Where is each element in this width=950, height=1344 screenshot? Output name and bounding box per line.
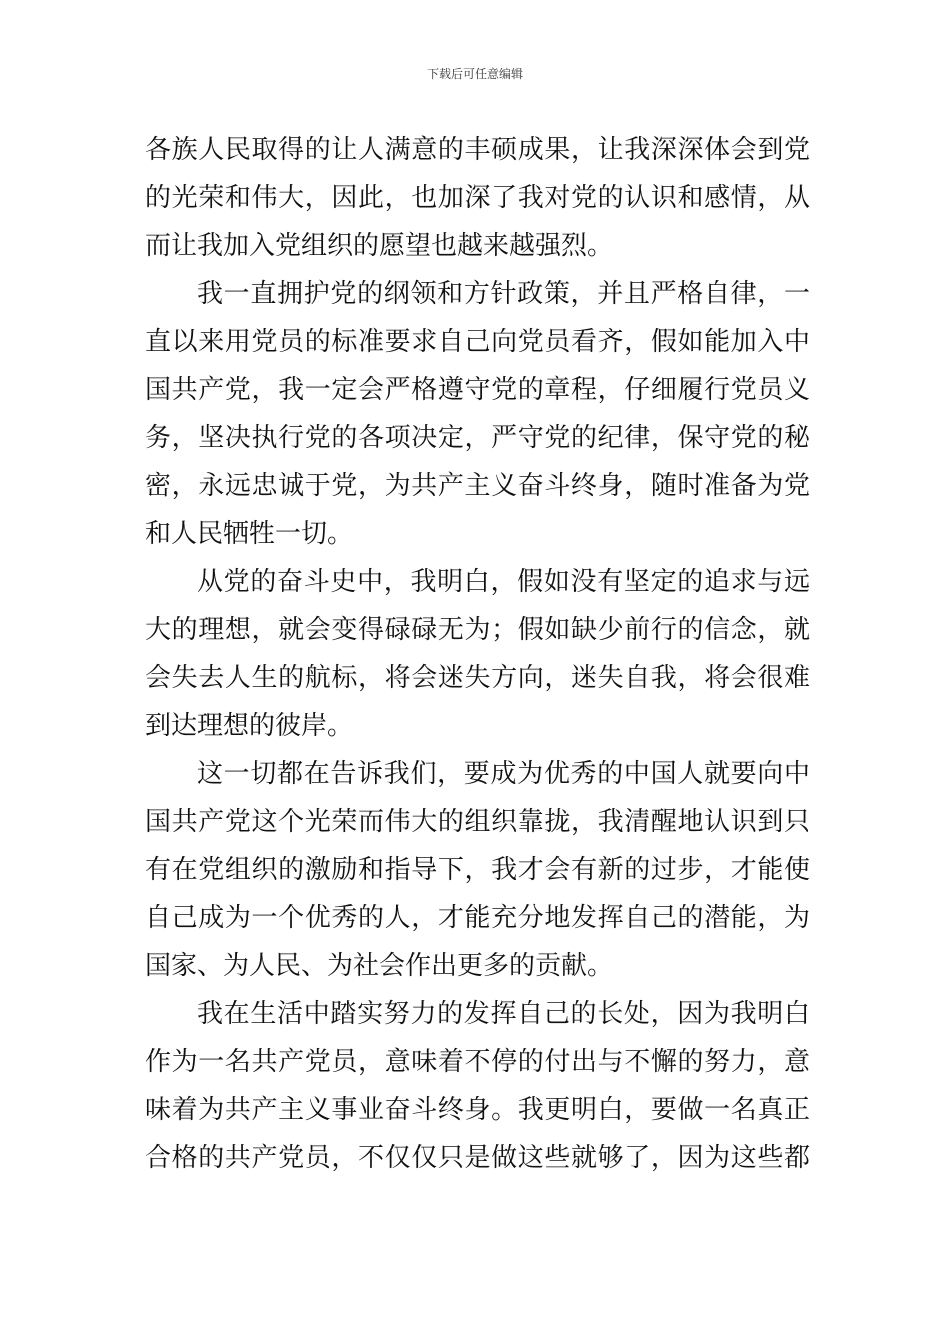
text-line: 合格的共产党员，不仅仅只是做这些就够了，因为这些都 [145, 1143, 810, 1173]
text-line: 密，永远忠诚于党，为共产主义奋斗终身，随时准备为党 [145, 471, 810, 501]
text-line: 味着为共产主义事业奋斗终身。我更明白，要做一名真正 [145, 1095, 810, 1125]
document-body [145, 126, 810, 1182]
page-header: 下载后可任意编辑 [426, 67, 523, 81]
text-line: 务，坚决执行党的各项决定，严守党的纪律，保守党的秘 [145, 423, 810, 453]
text-line: 国家、为人民、为社会作出更多的贡献。 [145, 951, 614, 981]
text-line: 会失去人生的航标，将会迷失方向，迷失自我，将会很难 [145, 663, 810, 693]
paragraph [145, 990, 810, 1182]
text-line: 各族人民取得的让人满意的丰硕成果，让我深深体会到党 [145, 135, 810, 165]
text-line: 自己成为一个优秀的人，才能充分地发挥自己的潜能，为 [145, 903, 810, 933]
text-line: 的光荣和伟大，因此，也加深了我对党的认识和感情，从 [145, 183, 810, 213]
text-line: 我在生活中踏实努力的发挥自己的长处，因为我明白 [197, 999, 810, 1029]
paragraph [145, 750, 810, 990]
text-line: 国共产党这个光荣而伟大的组织靠拢，我清醒地认识到只 [145, 807, 810, 837]
text-line: 到达理想的彼岸。 [145, 711, 354, 741]
text-line: 我一直拥护党的纲领和方针政策，并且严格自律，一 [197, 279, 810, 309]
text-line: 而让我加入党组织的愿望也越来越强烈。 [145, 231, 614, 261]
paragraph [145, 126, 810, 270]
text-line: 有在党组织的激励和指导下，我才会有新的过步，才能使 [145, 855, 810, 885]
paragraph [145, 270, 810, 558]
text-line: 和人民牺牲一切。 [145, 519, 354, 549]
text-line: 从党的奋斗史中，我明白，假如没有坚定的追求与远 [197, 567, 810, 597]
text-line: 作为一名共产党员，意味着不停的付出与不懈的努力，意 [145, 1047, 810, 1077]
text-line: 这一切都在告诉我们，要成为优秀的中国人就要向中 [197, 759, 810, 789]
text-line: 大的理想，就会变得碌碌无为；假如缺少前行的信念，就 [145, 615, 810, 645]
paragraph [145, 558, 810, 750]
text-line: 国共产党，我一定会严格遵守党的章程，仔细履行党员义 [145, 375, 810, 405]
text-line: 直以来用党员的标准要求自己向党员看齐，假如能加入中 [145, 327, 810, 357]
